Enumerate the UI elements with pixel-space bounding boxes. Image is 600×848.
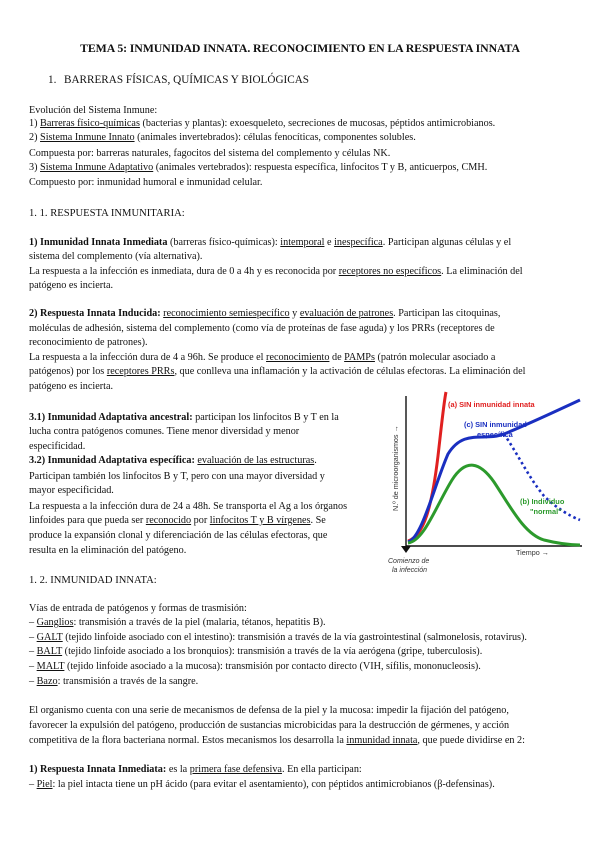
term: PAMPs bbox=[344, 352, 375, 363]
term: reconocimiento semiespecífico bbox=[163, 308, 290, 319]
dash: – bbox=[29, 632, 37, 643]
text-line bbox=[29, 131, 416, 144]
infection-response-diagram bbox=[384, 386, 584, 574]
start-label-line2: la infección bbox=[392, 567, 428, 574]
section-label: BARRERAS FÍSICAS, QUÍMICAS Y BIOLÓGICAS bbox=[64, 74, 310, 86]
text: (bacterias y plantas): exoesqueleto, secreciones de mucosas, péptidos antimicrobianos. bbox=[139, 118, 496, 129]
text-line: sistema del complemento (vía alternativa). bbox=[29, 251, 203, 262]
term: Sistema Inmune Adaptativo bbox=[40, 162, 154, 173]
list-item bbox=[29, 675, 198, 688]
text-line bbox=[29, 763, 362, 776]
list-item bbox=[29, 616, 326, 629]
text: participan los linfocitos B y T en la bbox=[192, 412, 339, 423]
text: es la bbox=[166, 764, 190, 775]
text: (tejido linfoide asociado con el intestino): transmisión a través de la vía gastrointestinal (salmonelosis, rotavirus). bbox=[62, 632, 527, 643]
text-line: produce la expansión clonal y diferenciación de las células efectoras, que bbox=[29, 530, 328, 541]
text: e bbox=[324, 237, 335, 248]
term: receptores PRRs bbox=[106, 366, 175, 377]
text: por bbox=[191, 515, 210, 526]
text: . Participan algunas células y el bbox=[382, 237, 512, 248]
bold-term: 3.2) Inmunidad Adaptativa específica: bbox=[29, 455, 195, 466]
label-b-line1: (b) Individuo bbox=[520, 497, 565, 506]
text: (patrón molecular asociado a bbox=[374, 352, 496, 363]
text: (tejido linfoide asociado a la mucosa): transmisión por contacto directo (VIH, sífilis, mononucleosis). bbox=[64, 661, 481, 672]
bold-term: 1) Inmunidad Innata Inmediata bbox=[29, 237, 168, 248]
text-line: resulta en la eliminación del patógeno. bbox=[29, 545, 187, 556]
label-b-line2: "normal" bbox=[530, 507, 562, 516]
term: receptores no específicos bbox=[338, 266, 442, 277]
page-title: TEMA 5: INMUNIDAD INNATA. RECONOCIMIENTO EN LA RESPUESTA INNATA bbox=[80, 41, 520, 55]
term: Bazo bbox=[36, 676, 58, 687]
vias-heading: Vías de entrada de patógenos y formas de trasmisión: bbox=[29, 603, 247, 614]
term: Barreras físico-químicas bbox=[40, 118, 140, 129]
num: 3) bbox=[29, 162, 41, 173]
text: , que conlleva una inflamación y la activación de células efectoras. La eliminación del bbox=[174, 366, 526, 377]
text-line: Compuesta por: barreras naturales, fagocitos del sistema del complemento y células NK. bbox=[29, 148, 391, 159]
text-line bbox=[29, 161, 487, 174]
text-line: lucha contra patógenos comunes. Tiene menor diversidad y menor bbox=[29, 426, 300, 437]
text: , que puede dividirse en 2: bbox=[417, 735, 525, 746]
text: . La eliminación del bbox=[441, 266, 523, 277]
term: Sistema Inmune Innato bbox=[40, 132, 135, 143]
text-line bbox=[29, 778, 495, 791]
term: intemporal bbox=[280, 237, 325, 248]
text: : la piel intacta tiene un pH ácido (para evitar el asentamiento), con péptidos antimicrobianos (β-defensinas). bbox=[52, 779, 495, 790]
num: 1) bbox=[29, 118, 41, 129]
dash: – bbox=[29, 646, 37, 657]
text-line: moléculas de adhesión, sistema del complemento (como vía de proteínas de fase aguda) y los PRRs (receptores de bbox=[29, 323, 495, 334]
text-line bbox=[29, 454, 317, 467]
term: evaluación de patrones bbox=[299, 308, 394, 319]
text: . En ella participan: bbox=[281, 764, 362, 775]
term: evaluación de las estructuras bbox=[197, 455, 315, 466]
text-line bbox=[29, 365, 525, 378]
evolucion-heading: Evolución del Sistema Inmune: bbox=[29, 105, 158, 116]
text: linfoides para que pueda ser bbox=[29, 515, 146, 526]
term: Ganglios bbox=[36, 617, 74, 628]
start-arrow bbox=[401, 546, 411, 553]
term: linfocitos T y B vírgenes bbox=[209, 515, 311, 526]
text: (animales invertebrados): células fenocíticas, componentes solubles. bbox=[134, 132, 416, 143]
text-line bbox=[29, 265, 523, 278]
list-item bbox=[29, 645, 482, 658]
curve-sin-inmunidad-innata bbox=[408, 392, 446, 541]
x-axis-label: Tiempo → bbox=[516, 548, 549, 557]
text: La respuesta a la infección dura de 4 a 96h. Se produce el bbox=[29, 352, 267, 363]
text-line bbox=[29, 104, 157, 117]
dash: – bbox=[29, 676, 37, 687]
term: BALT bbox=[36, 646, 63, 657]
text-line: patógeno es incierta. bbox=[29, 381, 114, 392]
term: GALT bbox=[36, 632, 63, 643]
dash: – bbox=[29, 779, 37, 790]
start-label-line1: Comienzo de bbox=[388, 558, 430, 565]
label-c-line1: (c) SIN inmunidad bbox=[464, 420, 527, 429]
term: reconocimiento bbox=[266, 352, 330, 363]
dash: – bbox=[29, 617, 37, 628]
section-number: 1. bbox=[48, 74, 57, 86]
text-line bbox=[29, 734, 525, 747]
text: . Participan las citoquinas, bbox=[393, 308, 501, 319]
text-line: Compuesto por: inmunidad humoral e inmunidad celular. bbox=[29, 177, 263, 188]
text: (tejido linfoide asociado a los bronquios): transmisión a través de la vía aerógena (gripe, tuberculosis). bbox=[62, 646, 483, 657]
text-line bbox=[29, 351, 495, 364]
label-c-line2: específica bbox=[477, 430, 513, 439]
bold-term: 1) Respuesta Innata Inmediata: bbox=[29, 764, 167, 775]
text: . Se bbox=[310, 515, 326, 526]
text-line bbox=[29, 307, 500, 320]
text-line: El organismo cuenta con una serie de mecanismos de defensa de la piel y la mucosa: impedir la fijación del patógeno, bbox=[29, 705, 509, 716]
text-line bbox=[29, 117, 495, 130]
y-axis-label: N.º de microorganismos → bbox=[391, 425, 400, 511]
text-line: especificidad. bbox=[29, 441, 86, 452]
list-item bbox=[29, 631, 527, 644]
text-line: reconocimiento de patrones). bbox=[29, 337, 148, 348]
label-a: (a) SIN inmunidad innata bbox=[448, 400, 535, 409]
text-line: patógeno es incierta. bbox=[29, 280, 114, 291]
text: La respuesta a la infección es inmediata, dura de 0 a 4h y es reconocida por bbox=[29, 266, 339, 277]
term: primera fase defensiva bbox=[189, 764, 282, 775]
text: (animales vertebrados): respuesta específica, linfocitos T y B, anticuerpos, CMH. bbox=[153, 162, 488, 173]
term: MALT bbox=[36, 661, 65, 672]
text: de bbox=[329, 352, 345, 363]
list-item bbox=[29, 660, 481, 673]
bold-term: 2) Respuesta Innata Inducida: bbox=[29, 308, 161, 319]
term: Piel bbox=[36, 779, 53, 790]
text-line bbox=[29, 411, 339, 424]
text-line: Participan también los linfocitos B y T, pero con una mayor diversidad y bbox=[29, 471, 325, 482]
text-line: mayor especificidad. bbox=[29, 485, 114, 496]
text-line bbox=[29, 514, 326, 527]
text-line bbox=[29, 236, 511, 249]
text: y bbox=[289, 308, 300, 319]
text: patógenos) por los bbox=[29, 366, 107, 377]
dash: – bbox=[29, 661, 37, 672]
subsection-heading-respuesta: 1. 1. RESPUESTA INMUNITARIA: bbox=[29, 208, 185, 219]
subsection-heading-innata: 1. 2. INMUNIDAD INNATA: bbox=[29, 575, 157, 586]
num: 2) bbox=[29, 132, 41, 143]
term: inespecífica bbox=[334, 237, 383, 248]
section-heading-barreras bbox=[48, 74, 309, 86]
text-line: favorecer la expulsión del patógeno, producción de sustancias microbicidas para la destrucción de gérmenes, y acción bbox=[29, 720, 510, 731]
text: : transmisión a través de la piel (malaria, tétanos, hepatitis B). bbox=[73, 617, 326, 628]
text: : transmisión a través de la sangre. bbox=[57, 676, 199, 687]
bold-term: 3.1) Inmunidad Adaptativa ancestral: bbox=[29, 412, 193, 423]
term: reconocido bbox=[145, 515, 192, 526]
text-line: La respuesta a la infección dura de 24 a 48h. Se transporta el Ag a los órganos bbox=[29, 501, 348, 512]
text: . bbox=[314, 455, 317, 466]
text: (barreras físico-químicas): bbox=[167, 237, 281, 248]
term: inmunidad innata bbox=[346, 735, 418, 746]
text: competitiva de la flora bacteriana normal. Estos mecanismos los desarrolla la bbox=[29, 735, 347, 746]
